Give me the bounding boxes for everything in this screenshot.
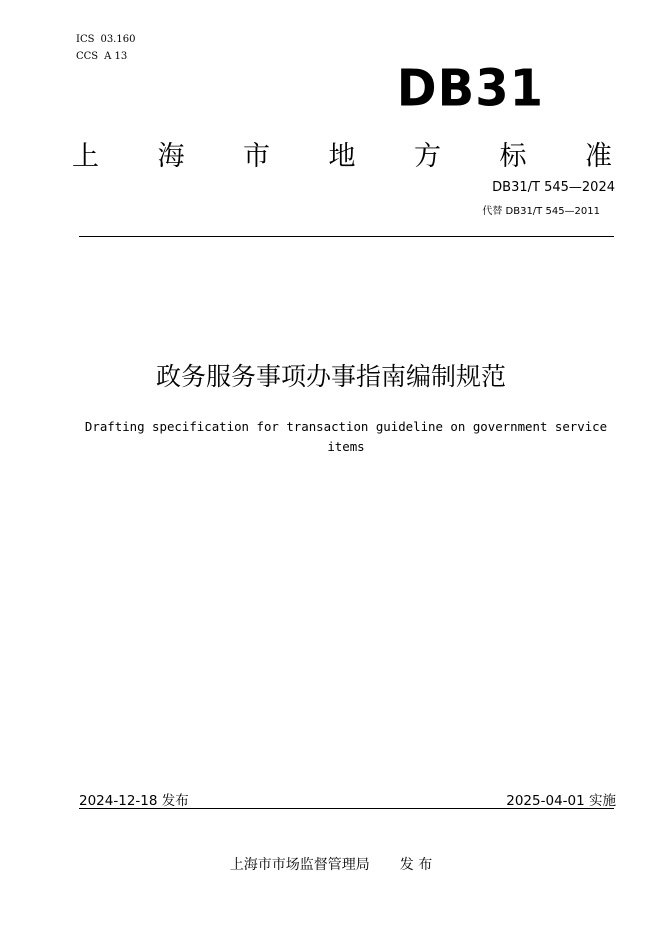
replaces-standard: 代替 DB31/T 545—2011 [482, 206, 600, 217]
issuer-name: 上海市市场监督管理局 [229, 857, 370, 873]
ccs-value: A 13 [104, 51, 128, 62]
standard-type-char: 海 [157, 141, 185, 172]
classification-codes [76, 31, 135, 65]
standard-type-char: 上 [72, 141, 99, 172]
english-title: Drafting specification for transaction guideline on government service items [84, 419, 608, 454]
top-divider [79, 236, 614, 237]
standard-type [72, 141, 612, 173]
db31-logo: DB31 [396, 59, 544, 119]
implementation-date: 2025-04-01 实施 [506, 793, 616, 809]
standard-type-char: 准 [585, 141, 612, 172]
bottom-divider [79, 808, 614, 809]
ics-code [76, 31, 135, 48]
ics-label: ICS [76, 34, 95, 45]
document-title: 政务服务事项办事指南编制规范 [155, 362, 506, 391]
standard-number: DB31/T 545—2024 [492, 180, 615, 195]
standard-type-char: 标 [499, 141, 527, 172]
issue-date: 2024-12-18 发布 [79, 793, 189, 809]
ccs-label: CCS [76, 51, 99, 62]
issuing-authority [0, 854, 662, 874]
issue-word: 发 布 [399, 857, 433, 873]
ccs-code [76, 48, 135, 65]
standard-type-char: 市 [243, 141, 270, 172]
standard-type-char: 方 [414, 141, 441, 172]
standard-type-char: 地 [328, 141, 356, 172]
ics-value: 03.160 [100, 34, 136, 45]
